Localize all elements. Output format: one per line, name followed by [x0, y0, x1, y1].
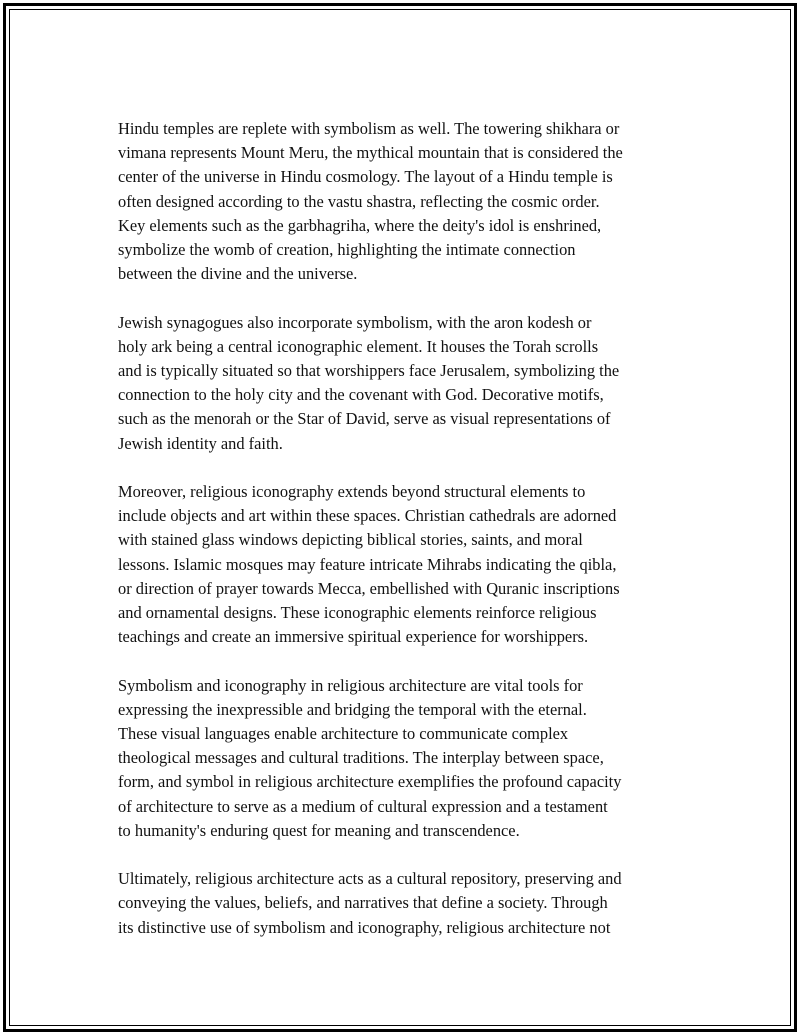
text-line: connection to the holy city and the covenant with God. Decorative motifs, [118, 385, 604, 405]
text-line: teachings and create an immersive spiritual experience for worshippers. [118, 627, 589, 647]
text-line: its distinctive use of symbolism and iconography, religious architecture not [118, 917, 611, 937]
text-line: or direction of prayer towards Mecca, embellished with Quranic inscriptions [118, 578, 620, 598]
text-line: Jewish identity and faith. [118, 433, 283, 453]
text-line: often designed according to the vastu shastra, reflecting the cosmic order. [118, 191, 600, 211]
paragraph-jewish-synagogues [118, 311, 693, 456]
text-line: These visual languages enable architecture to communicate complex [118, 724, 569, 744]
text-line: between the divine and the universe. [118, 264, 358, 284]
text-line: Moreover, religious iconography extends beyond structural elements to [118, 482, 586, 502]
text-line: lessons. Islamic mosques may feature intricate Mihrabs indicating the qibla, [118, 554, 617, 574]
text-line: form, and symbol in religious architecture exemplifies the profound capacity [118, 772, 622, 792]
text-line: and ornamental designs. These iconographic elements reinforce religious [118, 603, 597, 623]
text-line: Hindu temples are replete with symbolism as well. The towering shikhara or [118, 119, 620, 138]
text-line: with stained glass windows depicting biblical stories, saints, and moral [118, 530, 583, 550]
text-line: of architecture to serve as a medium of cultural expression and a testament [118, 796, 608, 816]
text-line: holy ark being a central iconographic element. It houses the Torah scrolls [118, 336, 599, 356]
text-line: include objects and art within these spaces. Christian cathedrals are adorned [118, 506, 617, 526]
paragraph-hindu-temples [118, 117, 693, 286]
text-line: such as the menorah or the Star of David, serve as visual representations of [118, 409, 611, 429]
text-line: to humanity's enduring quest for meaning and transcendence. [118, 820, 520, 840]
document-body [118, 117, 693, 964]
text-line: and is typically situated so that worshippers face Jerusalem, symbolizing the [118, 361, 620, 381]
text-line: expressing the inexpressible and bridging the temporal with the eternal. [118, 699, 587, 719]
text-line: Ultimately, religious architecture acts as a cultural repository, preserving and [118, 869, 622, 889]
paragraph-symbolism-iconography [118, 674, 693, 843]
text-line: vimana represents Mount Meru, the mythical mountain that is considered the [118, 143, 623, 163]
paragraph-cultural-repository [118, 867, 693, 940]
paragraph-religious-iconography [118, 480, 693, 649]
text-line: Key elements such as the garbhagriha, where the deity's idol is enshrined, [118, 215, 602, 235]
text-line: Jewish synagogues also incorporate symbolism, with the aron kodesh or [118, 312, 592, 332]
text-line: center of the universe in Hindu cosmology. The layout of a Hindu temple is [118, 167, 613, 187]
text-line: theological messages and cultural traditions. The interplay between space, [118, 748, 604, 768]
text-line: symbolize the womb of creation, highlighting the intimate connection [118, 240, 576, 260]
text-line: conveying the values, beliefs, and narratives that define a society. Through [118, 893, 608, 913]
text-line: Symbolism and iconography in religious architecture are vital tools for [118, 675, 583, 695]
